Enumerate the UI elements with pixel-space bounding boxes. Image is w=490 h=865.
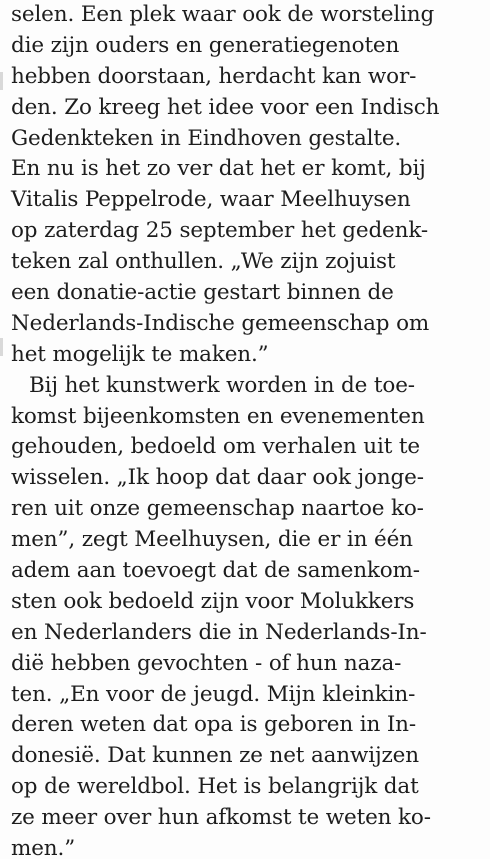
article-line: ren uit onze gemeenschap naartoe ko-: [11, 496, 424, 522]
article-line: ze meer over hun afkomst te weten ko-: [11, 805, 431, 831]
article-line: donesië. Dat kunnen ze net aanwijzen: [11, 743, 419, 769]
article-line: en Nederlanders die in Nederlands-In-: [11, 619, 427, 645]
article-line: op zaterdag 25 september het gedenk-: [11, 218, 428, 244]
article-line: op de wereldbol. Het is belangrijk dat: [11, 774, 419, 800]
article-line: komst bijeenkomsten en evenementen: [11, 403, 425, 429]
article-line: deren weten dat opa is geboren in In-: [11, 712, 416, 738]
article-line: teken zal onthullen. „We zijn zojuist: [11, 249, 396, 275]
paragraph-first-line: Bij het kunstwerk worden in de toe-: [29, 372, 415, 398]
article-line: sten ook bedoeld zijn voor Molukkers: [11, 588, 415, 614]
article-line: wisselen. „Ik hoop dat daar ook jonge-: [11, 465, 424, 491]
page-edge-mark: [0, 72, 3, 90]
article-line: dië hebben gevochten - of hun naza-: [11, 650, 402, 676]
article-line: ten. „En voor de jeugd. Mijn kleinkin-: [11, 681, 416, 707]
article-line: den. Zo kreeg het idee voor een Indisch: [11, 94, 440, 120]
article-line: En nu is het zo ver dat het er komt, bij: [11, 156, 426, 182]
article-line: selen. Een plek waar ook de worsteling: [11, 2, 435, 27]
article-line: men.”: [11, 836, 76, 862]
article-line: die zijn ouders en generatiegenoten: [11, 32, 400, 58]
article-line: Gedenkteken in Eindhoven gestalte.: [11, 125, 402, 151]
article-line: Nederlands-Indische gemeenschap om: [11, 310, 430, 336]
article-line: adem aan toevoegt dat de samenkom-: [11, 558, 420, 584]
page-edge-mark: [0, 338, 3, 356]
article-line: een donatie-actie gestart binnen de: [11, 280, 394, 306]
article-column: [11, 0, 481, 865]
article-line: het mogelijk te maken.”: [11, 341, 269, 367]
article-line: men”, zegt Meelhuysen, die er in één: [11, 527, 413, 553]
article-line: Vitalis Peppelrode, waar Meelhuysen: [11, 187, 411, 213]
article-line: hebben doorstaan, herdacht kan wor-: [11, 63, 417, 89]
article-line: gehouden, bedoeld om verhalen uit te: [11, 434, 420, 460]
